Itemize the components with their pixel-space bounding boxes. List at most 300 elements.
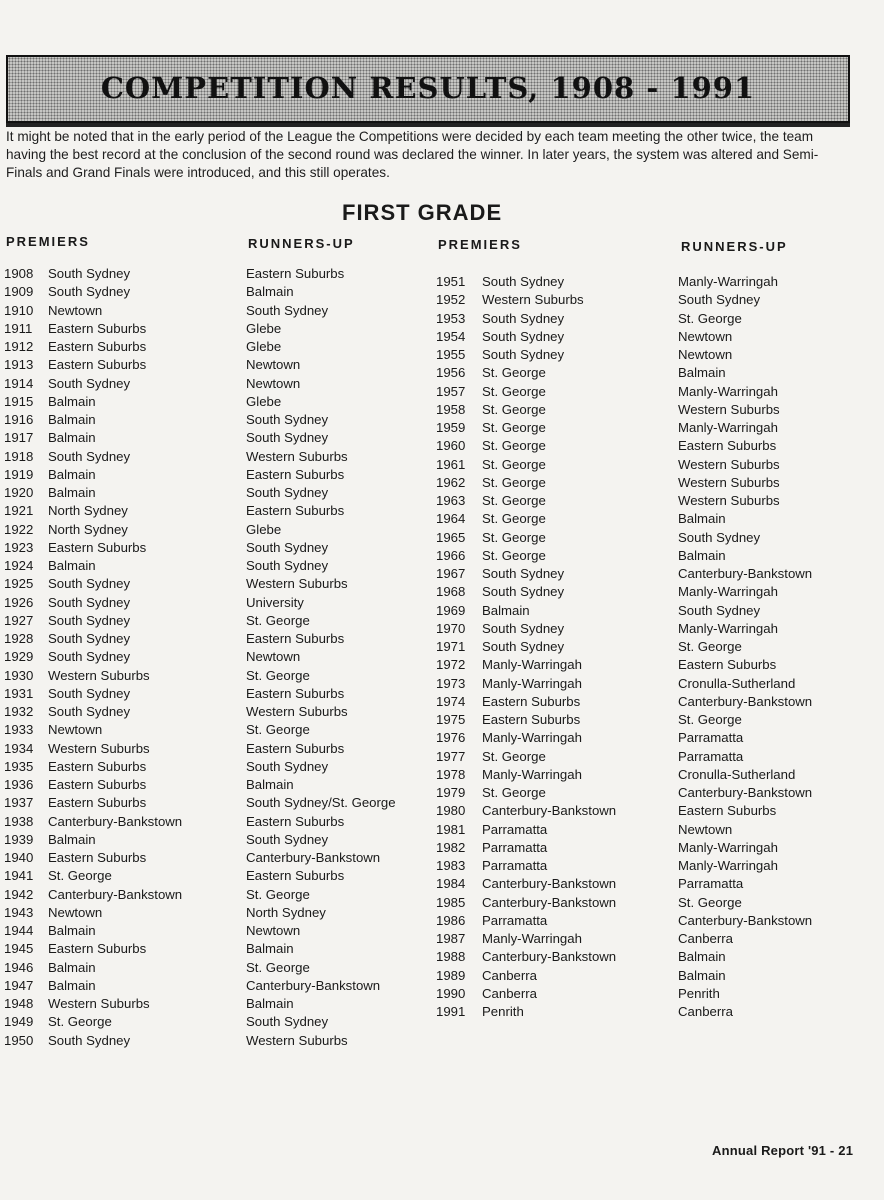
result-row: [436, 967, 876, 985]
result-row: [4, 448, 434, 466]
result-row: [436, 930, 876, 948]
result-runner-up: Newtown: [678, 328, 733, 344]
result-runner-up: Western Suburbs: [246, 448, 348, 464]
result-runner-up: South Sydney: [246, 1014, 329, 1030]
result-runner-up: South Sydney: [246, 758, 329, 774]
result-row: [4, 356, 434, 374]
result-runner-up: Balmain: [678, 949, 726, 965]
result-runner-up: Eastern Suburbs: [678, 803, 777, 819]
result-premier: Balmain: [482, 602, 530, 618]
result-year: 1923: [4, 539, 34, 555]
result-row: [4, 283, 434, 301]
result-runner-up: Newtown: [246, 923, 301, 938]
result-premier: Manly-Warringah: [482, 766, 582, 782]
result-premier: Canberra: [482, 967, 537, 983]
result-premier: St. George: [482, 493, 546, 508]
result-row: [4, 758, 434, 776]
result-runner-up: St. George: [246, 722, 310, 738]
result-runner-up: Manly-Warringah: [678, 584, 778, 600]
result-premier: Western Suburbs: [48, 740, 150, 756]
result-premier: St. George: [482, 511, 546, 527]
result-premier: Eastern Suburbs: [48, 850, 147, 865]
result-premier: Parramatta: [482, 912, 548, 928]
result-row: [436, 583, 876, 601]
result-row: [436, 474, 876, 492]
result-year: 1909: [4, 284, 34, 300]
result-year: 1949: [4, 1014, 34, 1030]
result-row: [436, 784, 876, 802]
result-premier: Balmain: [48, 977, 96, 993]
result-year: 1930: [4, 667, 34, 683]
result-row: [4, 959, 434, 977]
result-row: [4, 521, 434, 539]
result-runner-up: Parramatta: [678, 748, 744, 764]
result-row: [4, 776, 434, 794]
result-row: [4, 484, 434, 502]
result-row: [4, 740, 434, 758]
result-row: [4, 940, 434, 958]
result-row: [436, 912, 876, 930]
result-year: 1946: [4, 959, 34, 975]
result-year: 1954: [436, 328, 466, 344]
result-runner-up: Glebe: [246, 339, 282, 354]
results-list-left: [4, 265, 434, 1050]
result-year: 1944: [4, 923, 34, 938]
result-row: [4, 703, 434, 721]
result-year: 1950: [4, 1032, 34, 1048]
result-year: 1977: [436, 748, 466, 764]
result-row: [4, 575, 434, 593]
result-year: 1952: [436, 292, 466, 308]
result-premier: Balmain: [48, 831, 96, 847]
result-runner-up: Balmain: [678, 365, 726, 381]
result-runner-up: Balmain: [678, 547, 726, 563]
result-year: 1911: [4, 320, 33, 336]
result-premier: South Sydney: [48, 266, 131, 281]
result-runner-up: Canterbury-Bankstown: [246, 850, 381, 865]
page-footer: Annual Report '91 - 21: [712, 1143, 854, 1158]
result-row: [436, 802, 876, 820]
result-runner-up: Balmain: [678, 511, 726, 527]
result-runner-up: Newtown: [678, 347, 733, 362]
result-row: [4, 886, 434, 904]
result-year: 1953: [436, 310, 466, 326]
result-premier: St. George: [482, 474, 546, 490]
result-runner-up: Eastern Suburbs: [246, 685, 345, 701]
header-premiers-left: PREMIERS: [6, 234, 90, 249]
result-row: [4, 338, 434, 356]
result-premier: Parramatta: [482, 839, 548, 855]
result-row: [436, 437, 876, 455]
result-row: [436, 401, 876, 419]
result-runner-up: North Sydney: [246, 904, 326, 920]
result-premier: Eastern Suburbs: [48, 795, 147, 811]
result-year: 1916: [4, 412, 34, 427]
result-row: [436, 310, 876, 328]
result-premier: Balmain: [48, 430, 96, 446]
result-premier: South Sydney: [482, 328, 565, 344]
result-premier: St. George: [482, 383, 546, 399]
result-premier: Manly-Warringah: [482, 675, 582, 691]
result-runner-up: St. George: [246, 612, 310, 628]
result-row: [436, 839, 876, 857]
result-premier: Newtown: [48, 904, 103, 920]
result-premier: South Sydney: [48, 375, 131, 391]
result-premier: Eastern Suburbs: [48, 777, 147, 792]
result-premier: Balmain: [48, 485, 96, 500]
result-runner-up: Balmain: [246, 284, 294, 300]
result-row: [4, 648, 434, 666]
result-row: [4, 265, 434, 283]
result-row: [4, 630, 434, 648]
result-runner-up: Cronulla-Sutherland: [678, 675, 796, 691]
result-year: 1961: [436, 456, 466, 472]
result-year: 1986: [436, 912, 466, 928]
result-premier: Balmain: [48, 412, 96, 427]
result-premier: South Sydney: [482, 566, 565, 581]
result-row: [436, 894, 876, 912]
result-premier: St. George: [482, 748, 546, 764]
result-premier: Manly-Warringah: [482, 730, 582, 746]
result-row: [436, 492, 876, 510]
result-premier: Manly-Warringah: [482, 657, 582, 673]
result-row: [436, 529, 876, 547]
result-runner-up: Manly-Warringah: [678, 839, 778, 855]
result-premier: Balmain: [48, 959, 96, 975]
result-runner-up: South Sydney: [246, 430, 329, 446]
result-premier: South Sydney: [48, 704, 131, 719]
result-premier: Eastern Suburbs: [48, 941, 147, 957]
result-year: 1939: [4, 831, 34, 847]
result-runner-up: Balmain: [246, 777, 294, 792]
result-runner-up: Western Suburbs: [678, 474, 780, 490]
result-year: 1960: [436, 438, 466, 454]
result-premier: Eastern Suburbs: [48, 339, 147, 354]
result-premier: Newtown: [48, 302, 103, 318]
result-year: 1928: [4, 631, 34, 646]
result-year: 1974: [436, 693, 466, 709]
result-row: [436, 328, 876, 346]
result-row: [436, 419, 876, 437]
result-premier: St. George: [482, 401, 546, 417]
result-runner-up: Balmain: [246, 941, 294, 957]
result-premier: South Sydney: [48, 612, 131, 628]
result-row: [436, 383, 876, 401]
result-premier: Canterbury-Bankstown: [48, 886, 183, 902]
result-row: [4, 375, 434, 393]
result-premier: Newtown: [48, 722, 103, 738]
result-row: [4, 393, 434, 411]
result-row: [436, 456, 876, 474]
result-premier: St. George: [482, 456, 546, 472]
result-year: 1910: [4, 302, 34, 318]
result-premier: St. George: [482, 420, 546, 435]
result-year: 1973: [436, 675, 466, 691]
result-year: 1978: [436, 766, 466, 782]
result-premier: Canterbury-Bankstown: [482, 876, 617, 892]
result-year: 1964: [436, 511, 466, 527]
result-runner-up: Glebe: [246, 521, 282, 537]
result-row: [4, 466, 434, 484]
result-year: 1951: [436, 274, 466, 289]
result-year: 1941: [4, 868, 34, 884]
result-runner-up: South Sydney/St. George: [246, 795, 396, 811]
result-row: [436, 620, 876, 638]
result-premier: Canterbury-Bankstown: [482, 803, 617, 819]
result-runner-up: Western Suburbs: [678, 493, 780, 508]
result-runner-up: South Sydney: [678, 529, 761, 545]
result-premier: South Sydney: [48, 631, 131, 646]
result-premier: South Sydney: [482, 584, 565, 600]
result-row: [4, 667, 434, 685]
result-runner-up: Eastern Suburbs: [678, 438, 777, 454]
result-runner-up: St. George: [678, 712, 742, 727]
result-row: [4, 904, 434, 922]
result-year: 1966: [436, 547, 466, 563]
result-premier: South Sydney: [48, 448, 131, 464]
result-runner-up: Cronulla-Sutherland: [678, 766, 796, 782]
result-runner-up: Glebe: [246, 320, 282, 336]
result-premier: South Sydney: [482, 639, 565, 654]
grade-heading: FIRST GRADE: [342, 200, 503, 225]
result-runner-up: Penrith: [678, 985, 720, 1001]
result-year: 1913: [4, 357, 34, 373]
result-row: [436, 1003, 876, 1021]
result-premier: St. George: [48, 1014, 112, 1030]
result-runner-up: Newtown: [246, 375, 301, 391]
result-row: [436, 875, 876, 893]
result-year: 1975: [436, 712, 466, 727]
result-year: 1937: [4, 795, 34, 811]
result-row: [4, 1032, 434, 1050]
result-year: 1983: [436, 858, 466, 873]
result-premier: South Sydney: [48, 284, 131, 300]
result-premier: Parramatta: [482, 858, 548, 873]
result-year: 1915: [4, 393, 34, 409]
result-year: 1934: [4, 740, 34, 756]
result-row: [4, 849, 434, 867]
result-runner-up: St. George: [678, 894, 742, 910]
result-year: 1945: [4, 941, 34, 957]
result-row: [436, 364, 876, 382]
result-row: [4, 831, 434, 849]
result-runner-up: Canterbury-Bankstown: [678, 566, 813, 581]
result-row: [436, 711, 876, 729]
result-premier: Western Suburbs: [48, 667, 150, 683]
result-year: 1971: [436, 639, 466, 654]
result-runner-up: Canterbury-Bankstown: [678, 912, 813, 928]
result-premier: Eastern Suburbs: [48, 758, 147, 774]
result-year: 1947: [4, 977, 34, 993]
result-row: [4, 612, 434, 630]
result-year: 1922: [4, 521, 34, 537]
result-year: 1940: [4, 850, 34, 865]
result-row: [436, 273, 876, 291]
result-year: 1970: [436, 620, 466, 636]
result-row: [436, 766, 876, 784]
result-runner-up: South Sydney: [246, 539, 329, 555]
result-premier: South Sydney: [48, 649, 131, 665]
result-year: 1929: [4, 649, 34, 665]
result-year: 1967: [436, 566, 466, 581]
page-title: COMPETITION RESULTS, 1908 - 1991: [100, 71, 756, 105]
result-row: [4, 320, 434, 338]
result-year: 1962: [436, 474, 466, 490]
result-year: 1931: [4, 685, 34, 701]
result-year: 1926: [4, 594, 34, 610]
result-runner-up: Eastern Suburbs: [246, 631, 345, 646]
result-runner-up: Eastern Suburbs: [678, 657, 777, 673]
result-year: 1917: [4, 430, 34, 446]
results-list-right: [436, 273, 876, 1021]
result-runner-up: Manly-Warringah: [678, 383, 778, 399]
result-premier: South Sydney: [48, 685, 131, 701]
result-runner-up: South Sydney: [678, 602, 761, 618]
result-year: 1982: [436, 839, 466, 855]
result-row: [4, 867, 434, 885]
result-runner-up: St. George: [246, 667, 310, 683]
result-row: [4, 302, 434, 320]
result-year: 1938: [4, 813, 34, 829]
result-row: [436, 602, 876, 620]
result-year: 1969: [436, 602, 466, 618]
result-row: [436, 547, 876, 565]
result-premier: Eastern Suburbs: [482, 693, 581, 709]
result-year: 1957: [436, 383, 466, 399]
result-runner-up: Eastern Suburbs: [246, 868, 345, 884]
result-premier: South Sydney: [482, 620, 565, 636]
result-year: 1919: [4, 466, 34, 482]
result-year: 1924: [4, 558, 34, 573]
result-year: 1920: [4, 485, 34, 500]
result-year: 1932: [4, 704, 34, 719]
result-row: [436, 565, 876, 583]
result-year: 1927: [4, 612, 34, 628]
result-runner-up: Eastern Suburbs: [246, 266, 345, 281]
result-row: [4, 995, 434, 1013]
result-row: [4, 813, 434, 831]
result-premier: Balmain: [48, 923, 96, 938]
result-row: [4, 539, 434, 557]
result-row: [436, 510, 876, 528]
result-runner-up: Canterbury-Bankstown: [246, 977, 381, 993]
result-year: 1933: [4, 722, 34, 738]
result-premier: South Sydney: [48, 1032, 131, 1048]
result-runner-up: Glebe: [246, 393, 282, 409]
result-runner-up: St. George: [246, 959, 310, 975]
result-runner-up: South Sydney: [246, 558, 329, 573]
result-year: 1963: [436, 493, 466, 508]
result-runner-up: Canterbury-Bankstown: [678, 785, 813, 800]
result-premier: Western Suburbs: [48, 996, 150, 1011]
result-premier: St. George: [482, 529, 546, 545]
result-row: [436, 675, 876, 693]
result-row: [4, 429, 434, 447]
result-row: [436, 346, 876, 364]
result-year: 1989: [436, 967, 466, 983]
result-year: 1935: [4, 758, 34, 774]
result-year: 1936: [4, 777, 34, 792]
result-premier: North Sydney: [48, 521, 128, 537]
result-row: [4, 685, 434, 703]
result-row: [436, 821, 876, 839]
result-runner-up: Newtown: [246, 357, 301, 373]
result-year: 1990: [436, 985, 466, 1001]
result-premier: St. George: [482, 547, 546, 563]
result-premier: Balmain: [48, 558, 96, 573]
result-premier: South Sydney: [48, 594, 131, 610]
header-runners-up-right: RUNNERS-UP: [681, 239, 788, 254]
result-runner-up: Balmain: [678, 967, 726, 983]
result-row: [4, 594, 434, 612]
result-runner-up: Manly-Warringah: [678, 858, 778, 873]
result-premier: St. George: [482, 365, 546, 381]
result-premier: St. George: [482, 785, 546, 800]
result-year: 1912: [4, 339, 34, 354]
result-row: [4, 922, 434, 940]
result-runner-up: St. George: [246, 886, 310, 902]
header-premiers-right: PREMIERS: [438, 237, 522, 252]
result-premier: Canterbury-Bankstown: [48, 813, 183, 829]
result-row: [4, 1013, 434, 1031]
result-year: 1981: [436, 821, 466, 837]
result-runner-up: Parramatta: [678, 876, 744, 892]
result-year: 1965: [436, 529, 466, 545]
result-row: [436, 729, 876, 747]
result-row: [436, 748, 876, 766]
result-year: 1943: [4, 904, 34, 920]
result-row: [436, 291, 876, 309]
result-year: 1972: [436, 657, 466, 673]
result-premier: Eastern Suburbs: [48, 539, 147, 555]
result-runner-up: Canberra: [678, 1004, 733, 1019]
result-year: 1948: [4, 996, 34, 1011]
result-runner-up: Eastern Suburbs: [246, 740, 345, 756]
result-year: 1987: [436, 931, 466, 946]
result-year: 1942: [4, 886, 34, 902]
result-runner-up: University: [246, 594, 304, 610]
result-year: 1976: [436, 730, 466, 746]
result-row: [436, 985, 876, 1003]
result-year: 1918: [4, 448, 34, 464]
result-premier: Canterbury-Bankstown: [482, 949, 617, 965]
result-runner-up: Manly-Warringah: [678, 620, 778, 636]
result-year: 1914: [4, 375, 34, 391]
result-runner-up: Western Suburbs: [678, 401, 780, 417]
result-runner-up: South Sydney: [246, 302, 329, 318]
result-row: [4, 721, 434, 739]
result-runner-up: South Sydney: [246, 485, 329, 500]
result-row: [436, 656, 876, 674]
result-year: 1968: [436, 584, 466, 600]
result-runner-up: Manly-Warringah: [678, 420, 778, 435]
result-year: 1980: [436, 803, 466, 819]
result-premier: South Sydney: [482, 274, 565, 289]
result-premier: Eastern Suburbs: [48, 320, 147, 336]
result-premier: St. George: [482, 438, 546, 454]
result-premier: North Sydney: [48, 503, 128, 519]
result-runner-up: South Sydney: [246, 412, 329, 427]
result-premier: Balmain: [48, 466, 96, 482]
result-runner-up: Newtown: [678, 821, 733, 837]
result-premier: South Sydney: [482, 347, 565, 362]
result-year: 1988: [436, 949, 466, 965]
result-year: 1908: [4, 266, 34, 281]
result-year: 1979: [436, 785, 466, 800]
result-year: 1925: [4, 576, 34, 592]
result-runner-up: Western Suburbs: [246, 1032, 348, 1048]
result-premier: Balmain: [48, 393, 96, 409]
